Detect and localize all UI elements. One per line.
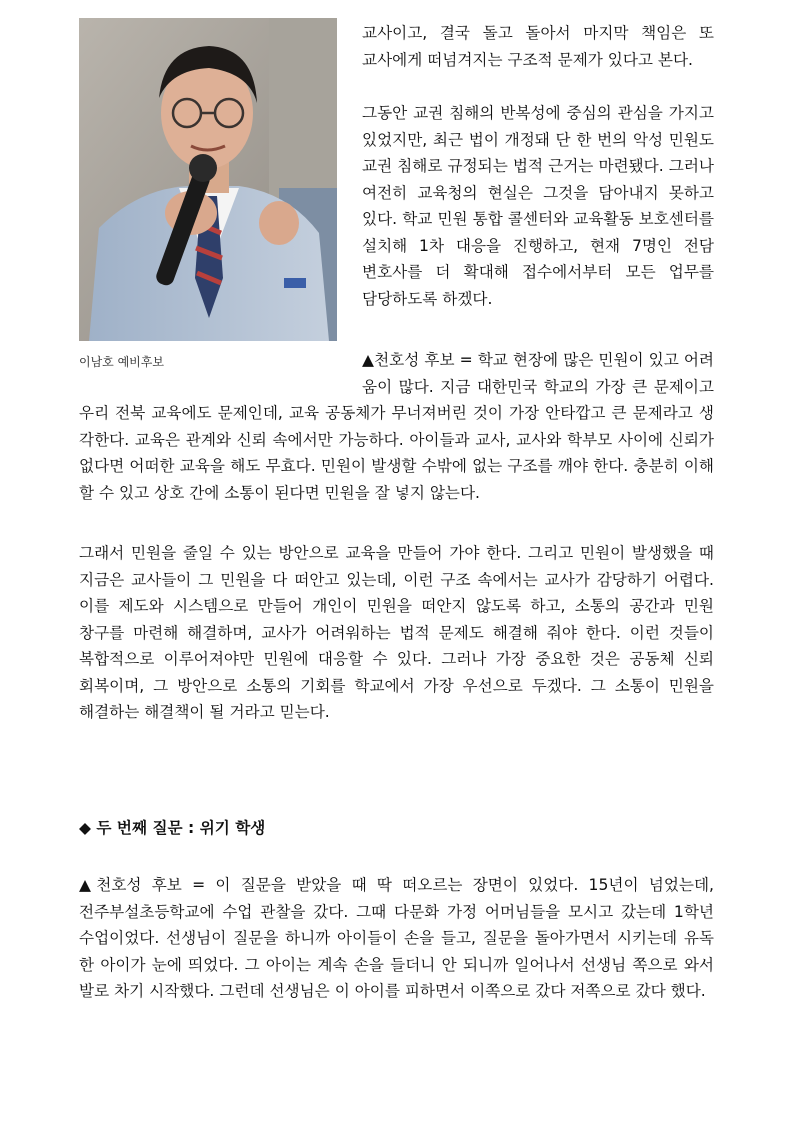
- paragraph-5: ▲천호성 후보 = 이 질문을 받았을 때 딱 떠오르는 장면이 있었다. 15년이 넘었는데, 전주부설초등학교에 수업 관찰을 갔다. 그때 다문화 가정 어머님들을 모시고 갔는데 1학년 수업이었다. 선생님이 질문을 하니까 아이들이 손을 들고, 질문을 돌아가면서 시키는데 유독 한 아이가 눈에 띄었다. 그 아이는 계속 손을 들더니 안 되니까 일어나서 선생님 쪽으로 와서 발로 차기 시작했다. 그런데 선생님은 이 아이를 피하면서 이쪽으로 갔다 저쪽으로 갔다 했다.: [79, 876, 714, 1000]
- candidate-photo-illustration: [79, 18, 337, 341]
- section-heading: ◆ 두 번째 질문 : 위기 학생: [79, 819, 266, 837]
- float-spacer: [79, 347, 362, 400]
- paragraph-2: 그동안 교권 침해의 반복성에 중심의 관심을 가지고 있었지만, 최근 법이 개정돼 단 한 번의 악성 민원도 교권 침해로 규정되는 법적 근거는 마련됐다. 그러나 여전히 교육청의 현실은 그것을 담아내지 못하고 있다. 학교 민원 통합 콜센터와 교육활동 보호센터를 설치해 1차 대응을 진행하고, 현재 7명인 전담 변호사를 더 확대해 접수에서부터 모든 업무를 담당하도록 하겠다.: [362, 104, 714, 308]
- paragraph-4: 그래서 민원을 줄일 수 있는 방안으로 교육을 만들어 가야 한다. 그리고 민원이 발생했을 때 지금은 교사들이 그 민원을 다 떠안고 있는데, 이런 구조 속에서는 교사가 감당하기 어렵다. 이를 제도와 시스템으로 만들어 개인이 민원을 떠안지 않도록 하고, 소통의 공간과 민원 창구를 마련해 해결하며, 교사가 어려워하는 법적 문제도 해결해 줘야 한다. 이런 것들이 복합적으로 이루어져야만 민원에 대응할 수 있다. 그러나 가장 중요한 것은 공동체 신뢰 회복이며, 그 방안으로 소통의 기회를 학교에서 가장 우선으로 두겠다. 그 소통이 민원을 해결하는 해결책이 될 거라고 믿는다.: [79, 544, 714, 721]
- candidate-photo: [79, 18, 337, 341]
- paragraph-1: 교사이고, 결국 돌고 돌아서 마지막 책임은 또 교사에게 떠넘겨지는 구조적 문제가 있다고 본다.: [362, 24, 714, 69]
- paragraph-3-text: ▲천호성 후보 = 학교 현장에 많은 민원이 있고 어려움이 많다. 지금 대한민국 학교의 가장 큰 문제이고 우리 전북 교육에도 문제인데, 교육 공동체가 무너져버린 것이 가장 안타깝고 큰 문제라고 생각한다. 교육은 관계와 신뢰 속에서만 가능하다. 아이들과 교사, 교사와 학부모 사이에 신뢰가 없다면 어떠한 교육을 해도 무효다. 민원이 발생할 수밖에 없는 구조를 깨야 한다. 충분히 이해할 수 있고 상호 간에 소통이 된다면 민원을 잘 넣지 않는다.: [79, 351, 714, 502]
- paragraph-3: [79, 347, 714, 506]
- photo-caption: 이남호 예비후보: [79, 355, 164, 369]
